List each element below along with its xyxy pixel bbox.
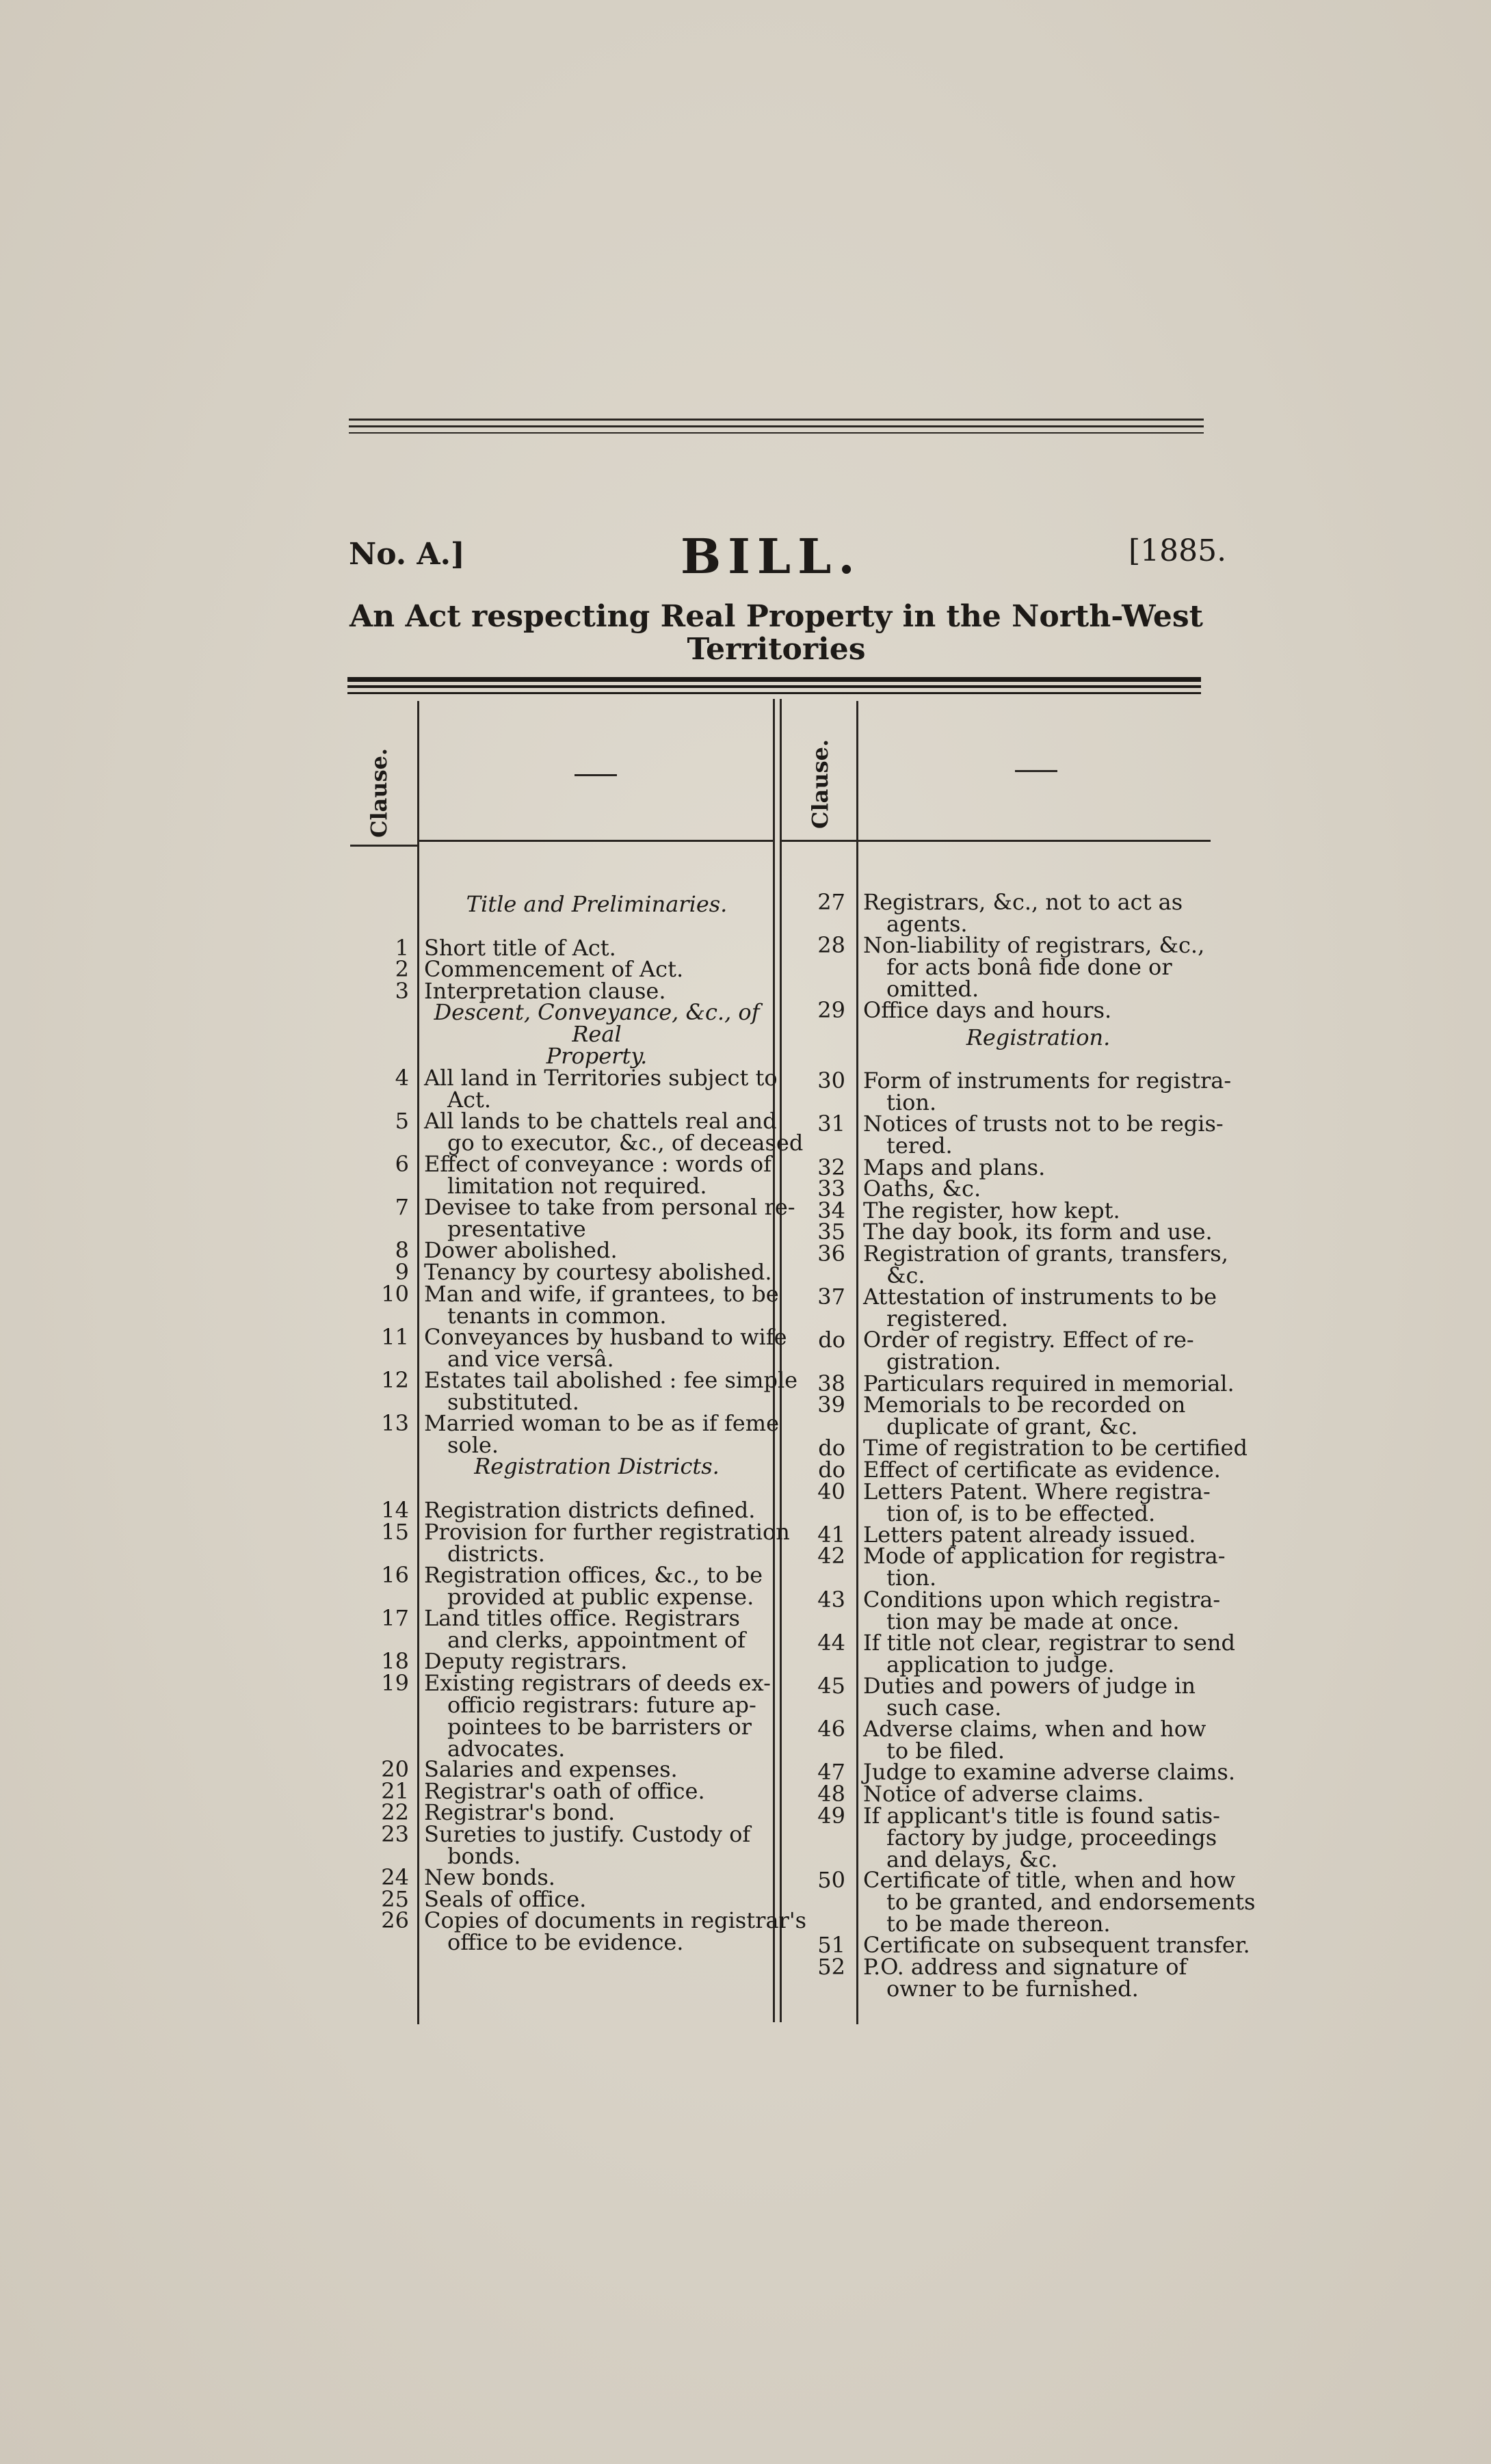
clause-number: 11 bbox=[381, 1323, 409, 1350]
clause-description-line: Order of registry. Effect of re- bbox=[863, 1327, 1194, 1353]
clause-description-line: Existing registrars of deeds ex- bbox=[424, 1669, 771, 1696]
clause-description bbox=[424, 1369, 797, 1413]
clause-description-line: Registration of grants, transfers, bbox=[863, 1241, 1228, 1267]
clause-description-line: Conditions upon which registra- bbox=[863, 1586, 1221, 1613]
clause-description-line: tion. bbox=[886, 1565, 937, 1591]
clause-description-line: application to judge. bbox=[886, 1651, 1115, 1678]
clause-description-line: substituted. bbox=[447, 1389, 579, 1415]
clause-description-line: Registration districts defined. bbox=[424, 1497, 756, 1523]
clause-description bbox=[863, 1521, 1196, 1548]
clause-description-line: tion may be made at once. bbox=[886, 1608, 1180, 1634]
clause-number: 8 bbox=[395, 1237, 409, 1264]
clause-number: 45 bbox=[817, 1673, 845, 1699]
clause-description-line: Registrars, &c., not to act as bbox=[863, 889, 1183, 915]
clause-description-line: The register, how kept. bbox=[863, 1197, 1120, 1223]
clause-description-line: Copies of documents in registrar's bbox=[424, 1907, 807, 1934]
clause-number: 15 bbox=[381, 1518, 409, 1545]
clause-description bbox=[424, 1410, 779, 1459]
clause-description bbox=[863, 1284, 1217, 1332]
clause-description-line: Duties and powers of judge in bbox=[863, 1673, 1196, 1699]
act-title-line-1: An Act respecting Real Property in the North-West bbox=[349, 599, 1203, 634]
section-heading bbox=[863, 1026, 1213, 1048]
clause-number: 36 bbox=[817, 1241, 845, 1267]
clause-description bbox=[424, 1323, 787, 1372]
clause-description bbox=[863, 1675, 1196, 1719]
clause-description bbox=[424, 1864, 555, 1891]
right-divider bbox=[856, 701, 858, 2024]
clause-description-line: Act. bbox=[447, 1086, 492, 1113]
clause-number: 17 bbox=[381, 1605, 409, 1631]
clause-description-line: Registration offices, &c., to be bbox=[424, 1561, 763, 1588]
clause-description-line: All land in Territories subject to bbox=[424, 1064, 778, 1091]
clause-description-line: If title not clear, registrar to send bbox=[863, 1629, 1235, 1656]
clause-number: do bbox=[818, 1457, 845, 1483]
clause-description-line: Sureties to justify. Custody of bbox=[424, 1821, 751, 1847]
clause-description bbox=[863, 1545, 1226, 1589]
clause-description bbox=[424, 1756, 678, 1783]
section-heading-line: Title and Preliminaries. bbox=[466, 891, 728, 917]
clause-description bbox=[863, 1586, 1221, 1634]
clause-description-line: Oaths, &c. bbox=[863, 1176, 981, 1202]
clause-description bbox=[424, 1799, 616, 1826]
clause-number: 48 bbox=[817, 1781, 845, 1807]
clause-description-line: registered. bbox=[886, 1306, 1009, 1332]
clause-description-line: tion. bbox=[886, 1089, 937, 1116]
clause-description bbox=[863, 1111, 1224, 1159]
clause-number: 31 bbox=[817, 1111, 845, 1137]
title-rule bbox=[347, 677, 1201, 682]
clause-description-line: office to be evidence. bbox=[447, 1929, 684, 1956]
clause-description-line: Married woman to be as if feme bbox=[424, 1410, 779, 1437]
clause-number: 12 bbox=[381, 1367, 409, 1393]
clause-description bbox=[424, 1064, 778, 1113]
clause-description-line: If applicant's title is found satis- bbox=[863, 1802, 1220, 1829]
section-heading-line: Property. bbox=[546, 1043, 648, 1070]
clause-number: 52 bbox=[817, 1953, 845, 1980]
clause-number: 7 bbox=[395, 1194, 409, 1221]
clause-description-line: Form of instruments for registra- bbox=[863, 1068, 1232, 1094]
clause-description-line: omitted. bbox=[886, 976, 979, 1003]
title-rule-3 bbox=[347, 692, 1201, 694]
clause-number: 24 bbox=[381, 1864, 409, 1891]
clause-number: 33 bbox=[817, 1176, 845, 1202]
clause-number: 51 bbox=[817, 1932, 845, 1959]
clause-number: 39 bbox=[817, 1392, 845, 1418]
clause-description bbox=[424, 1280, 779, 1329]
clause-description-line: Effect of conveyance : words of bbox=[424, 1151, 771, 1177]
clause-number: 42 bbox=[817, 1543, 845, 1569]
clause-description bbox=[863, 1178, 981, 1200]
clause-description-line: Non-liability of registrars, &c., bbox=[863, 932, 1205, 959]
header-rule-left bbox=[350, 845, 419, 847]
clause-description-line: Devisee to take from personal re- bbox=[424, 1194, 795, 1221]
clause-number: 37 bbox=[817, 1284, 845, 1310]
clause-description bbox=[424, 1153, 771, 1197]
clause-description-line: presentative bbox=[447, 1216, 586, 1243]
clause-number: 30 bbox=[817, 1068, 845, 1094]
section-heading-line: Descent, Conveyance, &c., of Real bbox=[434, 999, 760, 1048]
clause-description bbox=[863, 1759, 1235, 1786]
section-heading bbox=[424, 893, 769, 915]
clause-description-line: advocates. bbox=[447, 1735, 566, 1762]
clause-number: 41 bbox=[817, 1521, 845, 1548]
clause-description-line: to be filed. bbox=[886, 1738, 1005, 1764]
clause-description-line: Office days and hours. bbox=[863, 997, 1112, 1023]
top-rule-2 bbox=[349, 425, 1204, 427]
clause-description-line: duplicate of grant, &c. bbox=[886, 1414, 1138, 1440]
clause-description-line: go to executor, &c., of deceased bbox=[447, 1129, 804, 1156]
clause-description-line: gistration. bbox=[886, 1349, 1001, 1375]
bill-title: BILL. bbox=[681, 528, 862, 585]
bill-year: [1885. bbox=[1129, 533, 1227, 568]
clause-number: 13 bbox=[381, 1410, 409, 1437]
clause-number: 34 bbox=[817, 1197, 845, 1223]
clause-number: 20 bbox=[381, 1756, 409, 1783]
clause-description-line: officio registrars: future ap- bbox=[447, 1691, 756, 1718]
clause-number: 14 bbox=[381, 1497, 409, 1523]
clause-description bbox=[863, 1221, 1213, 1243]
clause-description-line: Time of registration to be certified bbox=[863, 1435, 1248, 1461]
clause-description-line: limitation not required. bbox=[447, 1173, 707, 1199]
clause-description-line: Man and wife, if grantees, to be bbox=[424, 1280, 779, 1307]
clause-number: 38 bbox=[817, 1370, 845, 1396]
clause-description bbox=[863, 999, 1111, 1021]
clause-description-line: All lands to be chattels real and bbox=[424, 1107, 777, 1134]
clause-description-line: tion of, is to be effected. bbox=[886, 1500, 1156, 1526]
top-rule bbox=[349, 419, 1204, 421]
clause-description-line: &c. bbox=[886, 1262, 925, 1288]
clause-description-line: Maps and plans. bbox=[863, 1154, 1046, 1180]
clause-description bbox=[863, 1243, 1228, 1286]
clause-description bbox=[424, 934, 616, 961]
clause-description-line: Tenancy by courtesy abolished. bbox=[424, 1259, 772, 1285]
clause-number: 35 bbox=[817, 1219, 845, 1245]
clause-number: 32 bbox=[817, 1154, 845, 1180]
clause-description-line: tenants in common. bbox=[447, 1302, 667, 1329]
clause-number: 6 bbox=[395, 1151, 409, 1177]
clause-description bbox=[863, 1953, 1187, 2002]
clause-description-line: Estates tail abolished : fee simple bbox=[424, 1367, 798, 1393]
clause-description-line: Adverse claims, when and how bbox=[863, 1716, 1206, 1743]
clause-description bbox=[863, 1459, 1221, 1481]
clause-description bbox=[863, 1068, 1232, 1116]
clause-description-line: Effect of certificate as evidence. bbox=[863, 1457, 1221, 1483]
clause-description-line: to be made thereon. bbox=[886, 1911, 1111, 1937]
clause-description-line: and vice versâ. bbox=[447, 1345, 614, 1372]
header-dash-right bbox=[1015, 770, 1057, 772]
clause-description bbox=[424, 1261, 771, 1283]
act-title bbox=[349, 600, 1204, 666]
clause-number: 5 bbox=[395, 1107, 409, 1134]
clause-description-line: Interpretation clause. bbox=[424, 977, 666, 1004]
clause-description-line: Salaries and expenses. bbox=[424, 1756, 678, 1783]
clause-description bbox=[424, 956, 684, 983]
clause-description-line: districts. bbox=[447, 1540, 545, 1567]
clause-description bbox=[424, 1607, 746, 1651]
clause-description-line: Particulars required in memorial. bbox=[863, 1370, 1235, 1396]
clause-description-line: P.O. address and signature of bbox=[863, 1953, 1187, 1980]
clause-description-line: tered. bbox=[886, 1132, 953, 1159]
clause-description-line: Letters patent already issued. bbox=[863, 1521, 1196, 1548]
clause-description bbox=[863, 1932, 1250, 1959]
clause-number: 2 bbox=[395, 956, 409, 983]
clause-description bbox=[424, 1561, 763, 1610]
clause-description-line: sole. bbox=[447, 1432, 499, 1459]
section-heading bbox=[424, 999, 769, 1070]
clause-number: 50 bbox=[817, 1867, 845, 1894]
clause-description-line: agents. bbox=[886, 911, 968, 937]
header-dash-left bbox=[575, 774, 617, 776]
clause-description bbox=[424, 1885, 587, 1912]
clause-number: 16 bbox=[381, 1561, 409, 1588]
clause-number: 26 bbox=[381, 1907, 409, 1934]
clause-description-line: Land titles office. Registrars bbox=[424, 1605, 740, 1631]
clause-description-line: bonds. bbox=[447, 1843, 521, 1869]
clause-description-line: Notice of adverse claims. bbox=[863, 1781, 1144, 1807]
top-rule-3 bbox=[349, 432, 1204, 434]
clause-description-line: Commencement of Act. bbox=[424, 956, 684, 983]
clause-number: do bbox=[818, 1435, 845, 1461]
clause-description-line: pointees to be barristers or bbox=[447, 1713, 752, 1740]
clause-description-line: Dower abolished. bbox=[424, 1237, 618, 1264]
clause-description-line: Judge to examine adverse claims. bbox=[863, 1759, 1235, 1786]
clause-description bbox=[424, 1518, 790, 1567]
section-heading-line: Registration Districts. bbox=[474, 1453, 720, 1480]
clause-description bbox=[863, 1629, 1235, 1678]
header-rule-right bbox=[780, 840, 1211, 842]
title-rule-2 bbox=[347, 685, 1201, 688]
clause-description bbox=[863, 1437, 1248, 1459]
clause-description-line: Provision for further registration bbox=[424, 1518, 790, 1545]
clause-description bbox=[863, 891, 1183, 935]
clause-description bbox=[424, 1194, 795, 1243]
clause-description-line: Deputy registrars. bbox=[424, 1648, 628, 1675]
clause-description bbox=[424, 1107, 804, 1156]
clause-description bbox=[863, 932, 1205, 1003]
header-rule-left-2 bbox=[419, 840, 773, 842]
clause-number: 19 bbox=[381, 1669, 409, 1696]
clause-description bbox=[863, 1197, 1120, 1223]
clause-number: 44 bbox=[817, 1629, 845, 1656]
clause-description-line: and clerks, appointment of bbox=[447, 1627, 746, 1653]
clause-description-line: for acts bonâ fide done or bbox=[886, 954, 1172, 981]
clause-number: 3 bbox=[395, 977, 409, 1004]
clause-description-line: Notices of trusts not to be regis- bbox=[863, 1111, 1224, 1137]
clause-description bbox=[863, 1718, 1206, 1762]
section-heading-line: Registration. bbox=[966, 1024, 1111, 1050]
clause-description-line: Letters Patent. Where registra- bbox=[863, 1478, 1211, 1505]
clause-description bbox=[863, 1394, 1185, 1438]
clause-number: 23 bbox=[381, 1821, 409, 1847]
clause-number: 1 bbox=[395, 934, 409, 961]
clause-number: do bbox=[818, 1327, 845, 1353]
clause-number: 25 bbox=[381, 1885, 409, 1912]
clause-description bbox=[863, 1329, 1194, 1373]
clause-header-left: Clause. bbox=[366, 747, 392, 838]
clause-description bbox=[863, 1370, 1235, 1396]
clause-description bbox=[863, 1783, 1144, 1805]
clause-description-line: Attestation of instruments to be bbox=[863, 1284, 1217, 1310]
clause-description-line: such case. bbox=[886, 1695, 1002, 1721]
clause-description-line: The day book, its form and use. bbox=[863, 1219, 1213, 1245]
clause-number: 21 bbox=[381, 1777, 409, 1804]
clause-number: 9 bbox=[395, 1259, 409, 1285]
clause-number: 28 bbox=[817, 932, 845, 959]
clause-description-line: New bonds. bbox=[424, 1864, 555, 1891]
clause-description-line: provided at public expense. bbox=[447, 1583, 754, 1610]
clause-description-line: Conveyances by husband to wife bbox=[424, 1323, 787, 1350]
clause-description bbox=[424, 1669, 771, 1762]
clause-number: 18 bbox=[381, 1648, 409, 1675]
clause-description bbox=[424, 1648, 628, 1675]
clause-description-line: factory by judge, proceedings bbox=[886, 1824, 1217, 1851]
clause-description bbox=[424, 1237, 618, 1264]
clause-description-line: Short title of Act. bbox=[424, 934, 616, 961]
clause-number: 40 bbox=[817, 1478, 845, 1505]
clause-description bbox=[424, 977, 666, 1004]
clause-description-line: Memorials to be recorded on bbox=[863, 1392, 1186, 1418]
bill-number: No. A.] bbox=[349, 537, 465, 572]
clause-description-line: Certificate of title, when and how bbox=[863, 1867, 1236, 1894]
clause-description-line: Mode of application for registra- bbox=[863, 1543, 1226, 1569]
clause-number: 49 bbox=[817, 1802, 845, 1829]
clause-description-line: Registrar's oath of office. bbox=[424, 1777, 705, 1804]
clause-description bbox=[863, 1478, 1211, 1526]
clause-description bbox=[424, 1823, 750, 1867]
clause-description-line: Registrar's bond. bbox=[424, 1799, 616, 1826]
left-divider bbox=[417, 701, 419, 2024]
clause-description bbox=[863, 1802, 1220, 1872]
clause-number: 22 bbox=[381, 1799, 409, 1826]
clause-description-line: and delays, &c. bbox=[886, 1846, 1058, 1872]
section-heading bbox=[424, 1453, 769, 1480]
clause-number: 46 bbox=[817, 1716, 845, 1743]
clause-description bbox=[863, 1156, 1045, 1178]
clause-description-line: Seals of office. bbox=[424, 1885, 587, 1912]
clause-description bbox=[863, 1869, 1255, 1935]
clause-number: 27 bbox=[817, 889, 845, 915]
act-title-line-2: Territories bbox=[687, 632, 866, 667]
clause-number: 4 bbox=[395, 1064, 409, 1091]
clause-description-line: to be granted, and endorsements bbox=[886, 1889, 1256, 1916]
clause-description bbox=[424, 1499, 755, 1521]
clause-description bbox=[424, 1907, 807, 1956]
clause-number: 10 bbox=[381, 1280, 409, 1307]
clause-header-right: Clause. bbox=[807, 739, 833, 829]
clause-description bbox=[424, 1777, 705, 1804]
clause-number: 29 bbox=[817, 997, 845, 1023]
clause-description-line: owner to be furnished. bbox=[886, 1975, 1139, 2002]
clause-number: 43 bbox=[817, 1586, 845, 1613]
clause-number: 47 bbox=[817, 1759, 845, 1786]
clause-description-line: Certificate on subsequent transfer. bbox=[863, 1932, 1250, 1959]
